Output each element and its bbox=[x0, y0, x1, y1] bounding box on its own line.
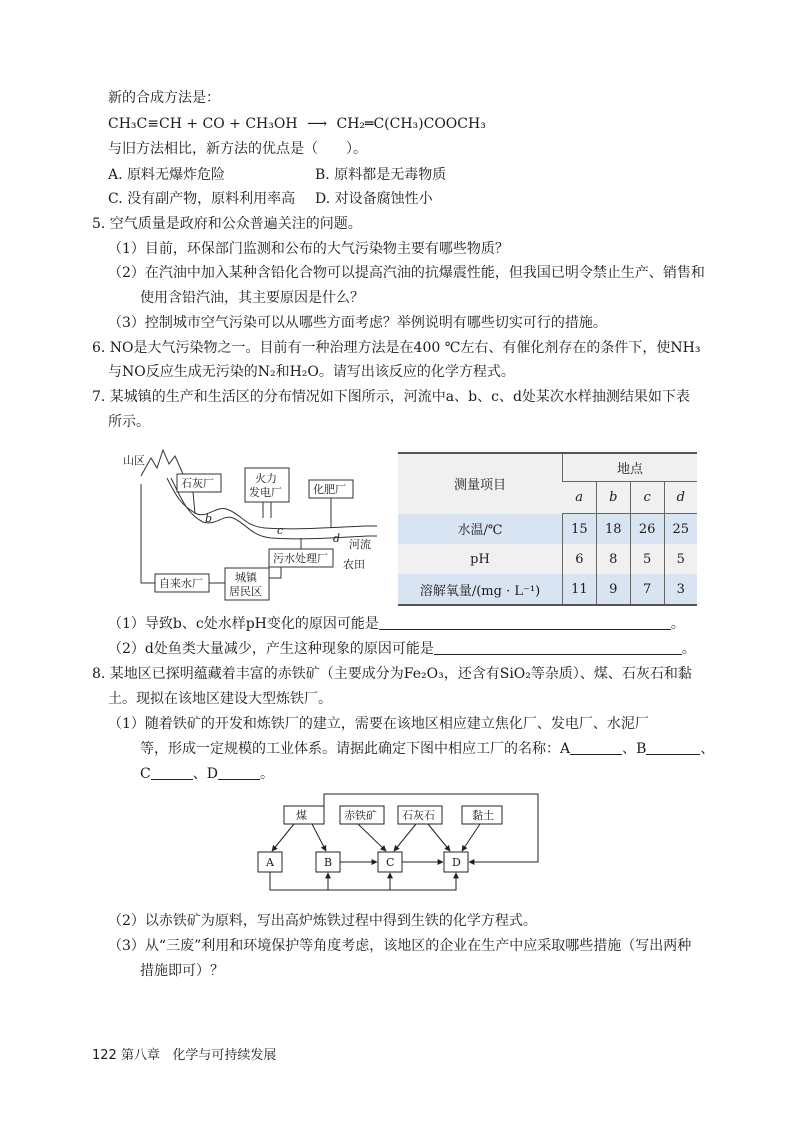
table-cell: 15 bbox=[563, 514, 597, 545]
table-site-a: a bbox=[563, 482, 597, 514]
q5-part1: （1）目前，环保部门监测和公布的大气污染物主要有哪些物质？ bbox=[108, 241, 509, 257]
mountain-label: 山区 bbox=[123, 454, 145, 467]
q8-part1-c: C bbox=[140, 766, 151, 782]
table-row-label: 水温/℃ bbox=[398, 514, 563, 545]
table-row bbox=[398, 514, 697, 545]
q8-part1-text: 等，形成一定规模的工业体系。请据此确定下图中相应工厂的名称：A bbox=[140, 741, 571, 757]
industry-flow-diagram bbox=[250, 790, 550, 898]
table-row bbox=[398, 574, 697, 605]
q7-part2-end: 。 bbox=[681, 641, 696, 657]
measurement-table bbox=[398, 452, 697, 606]
table-cell: 3 bbox=[664, 574, 697, 605]
table-cell: 11 bbox=[563, 574, 597, 605]
option-d: D. 对设备腐蚀性小 bbox=[315, 191, 433, 207]
option-a: A. 原料无爆炸危险 bbox=[108, 167, 226, 183]
q6-line1: 6. NO是大气污染物之一。目前有一种治理方法是在400 ℃左右、有催化剂存在的条件下，使NH₃ bbox=[92, 340, 701, 356]
q7-part1-text: （1）导致b、c处水样pH变化的原因可能是 bbox=[108, 616, 379, 632]
answer-blank-c[interactable] bbox=[151, 765, 193, 780]
q8-line2: 土。现拟在该地区建设大型炼铁厂。 bbox=[108, 691, 332, 707]
chapter-title: 化学与可持续发展 bbox=[172, 1048, 277, 1063]
table-cell: 5 bbox=[630, 544, 664, 574]
reaction-arrow-icon: ⟶ bbox=[306, 116, 328, 132]
q5-part2: （2）在汽油中加入某种含铅化合物可以提高汽油的抗爆震性能，但我国已明令禁止生产、销售和 bbox=[108, 265, 705, 281]
town-to-sewage-line bbox=[269, 567, 281, 578]
q7-part1 bbox=[108, 614, 685, 634]
power-plant-label-1: 火力 bbox=[255, 472, 277, 485]
town-label-1: 城镇 bbox=[235, 571, 257, 584]
q5-part3: （3）控制城市空气污染可以从哪些方面考虑？举例说明有哪些切实可行的措施。 bbox=[108, 315, 607, 331]
town-map-diagram bbox=[105, 444, 383, 604]
reaction-equation bbox=[108, 114, 486, 134]
flow-arrow bbox=[394, 824, 416, 851]
table-cell: 7 bbox=[630, 574, 664, 605]
q7-line2: 所示。 bbox=[108, 414, 150, 430]
river-label: 河流 bbox=[349, 538, 371, 551]
q8-part1: （1）随着铁矿的开发和炼铁厂的建立，需要在该地区相应建立焦化厂、发电厂、水泥厂 bbox=[108, 716, 649, 732]
plant-c-label: C bbox=[386, 856, 395, 869]
flow-arrow bbox=[462, 824, 480, 851]
q6-line2: 与NO反应生成无污染的N₂和H₂O。请写出该反应的化学方程式。 bbox=[108, 364, 515, 380]
chapter-label: 第八章 bbox=[120, 1048, 160, 1063]
page-footer bbox=[92, 1044, 276, 1063]
q8-part1-d: 、D bbox=[192, 766, 218, 782]
q8-part1-sep: 、 bbox=[700, 741, 715, 757]
q7-part1-end: 。 bbox=[670, 616, 685, 632]
answer-blank-b[interactable] bbox=[646, 740, 700, 755]
table-cell: 26 bbox=[630, 514, 664, 545]
table-site-d: d bbox=[664, 482, 697, 514]
table-cell: 8 bbox=[596, 544, 630, 574]
answer-blank[interactable] bbox=[379, 615, 671, 630]
hematite-label: 赤铁矿 bbox=[344, 809, 377, 822]
power-plant-label-2: 发电厂 bbox=[249, 486, 282, 499]
limestone-arrow bbox=[193, 492, 195, 514]
table-cell: 25 bbox=[664, 514, 697, 545]
reaction-left: CH₃C≡CH + CO + CH₃OH bbox=[108, 116, 298, 132]
answer-blank[interactable] bbox=[434, 640, 682, 655]
flow-arrow bbox=[312, 824, 326, 851]
option-b: B. 原料都是无毒物质 bbox=[315, 167, 447, 183]
bottom-return-line bbox=[270, 872, 456, 890]
table-row bbox=[398, 544, 697, 574]
river-point-d: d bbox=[333, 532, 341, 545]
page-number: 122 bbox=[92, 1048, 117, 1063]
table-header-item: 测量项目 bbox=[398, 453, 563, 514]
q8-part1-cont2 bbox=[140, 764, 274, 784]
q8-part2: （2）以赤铁矿为原料，写出高炉炼铁过程中得到生铁的化学方程式。 bbox=[108, 913, 537, 929]
q8-part3-cont: 措施即可）？ bbox=[140, 963, 224, 979]
waterworks-intake-line bbox=[141, 484, 155, 583]
plant-b-label: B bbox=[324, 856, 333, 869]
flow-arrow bbox=[272, 824, 294, 851]
table-cell: 5 bbox=[664, 544, 697, 574]
table-row-label: pH bbox=[398, 544, 563, 574]
q8-part1-end: 。 bbox=[259, 766, 274, 782]
limestone-label: 石灰石 bbox=[402, 809, 435, 822]
q8-part1-b: 、B bbox=[622, 741, 647, 757]
waterworks-label: 自来水厂 bbox=[159, 577, 203, 590]
table-cell: 9 bbox=[596, 574, 630, 605]
river-point-c: c bbox=[277, 524, 284, 537]
answer-blank-a[interactable] bbox=[570, 740, 622, 755]
q7-part2 bbox=[108, 639, 696, 659]
plant-d-label: D bbox=[452, 856, 461, 869]
intro-question: 与旧方法相比，新方法的优点是（ ）。 bbox=[108, 141, 367, 157]
sewage-plant-label: 污水处理厂 bbox=[273, 552, 328, 565]
reaction-right: CH₂═C(CH₃)COOCH₃ bbox=[336, 116, 486, 132]
q5-stem: 5. 空气质量是政府和公众普遍关注的问题。 bbox=[92, 216, 362, 232]
q8-part3: （3）从“三废”利用和环境保护等角度考虑，该地区的企业在生产中应采取哪些措施（写出两种 bbox=[108, 938, 692, 954]
farmland-label: 农田 bbox=[343, 558, 365, 571]
table-header-site: 地点 bbox=[563, 453, 698, 482]
mountain-outline bbox=[141, 450, 183, 476]
river-point-b: b bbox=[205, 512, 213, 525]
table-cell: 18 bbox=[596, 514, 630, 545]
q5-part2-cont: 使用含铅汽油，其主要原因是什么？ bbox=[140, 290, 364, 306]
q8-part1-cont bbox=[140, 739, 714, 759]
town-label-2: 居民区 bbox=[229, 585, 262, 598]
fertilizer-plant-label: 化肥厂 bbox=[313, 483, 346, 496]
table-cell: 6 bbox=[563, 544, 597, 574]
table-site-c: c bbox=[630, 482, 664, 514]
plant-a-label: A bbox=[266, 856, 274, 869]
flow-arrow bbox=[428, 824, 450, 851]
table-row-label: 溶解氧量/(mg · L⁻¹) bbox=[398, 574, 563, 605]
limestone-plant-label: 石灰厂 bbox=[181, 477, 214, 490]
clay-label: 黏土 bbox=[472, 809, 494, 822]
option-c: C. 没有副产物，原料利用率高 bbox=[108, 191, 296, 207]
coal-label: 煤 bbox=[296, 809, 307, 822]
q8-line1: 8. 某地区已探明蕴藏着丰富的赤铁矿（主要成分为Fe₂O₃，还含有SiO₂等杂质）、煤、石灰石和黏 bbox=[92, 666, 692, 682]
flow-arrow bbox=[358, 824, 386, 851]
intro-line: 新的合成方法是： bbox=[108, 90, 220, 106]
answer-blank-d[interactable] bbox=[218, 765, 260, 780]
q7-line1: 7. 某城镇的生产和生活区的分布情况如下图所示，河流中a、b、c、d处某次水样抽测结果如下表 bbox=[92, 389, 690, 405]
table-site-b: b bbox=[596, 482, 630, 514]
q7-part2-text: （2）d处鱼类大量减少，产生这种现象的原因可能是 bbox=[108, 641, 434, 657]
